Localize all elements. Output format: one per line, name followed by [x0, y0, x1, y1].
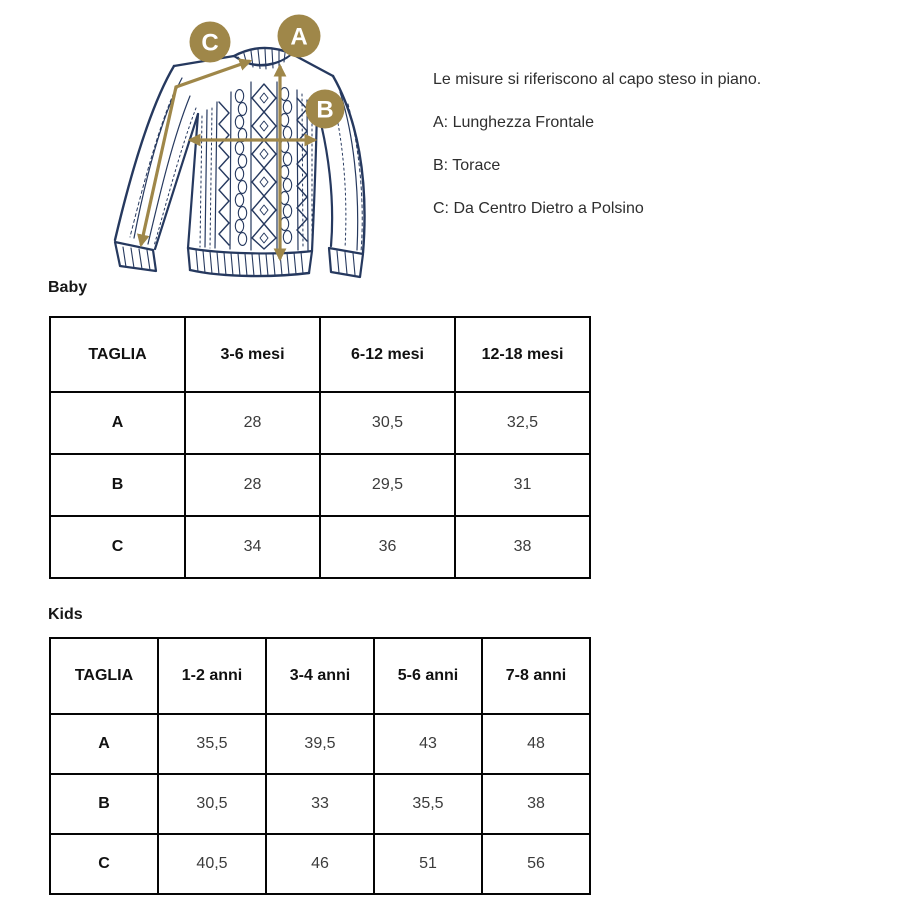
column-header: 5-6 anni	[374, 638, 482, 714]
baby-section-title: Baby	[48, 279, 88, 296]
column-header: 12-18 mesi	[455, 317, 590, 392]
size-value-cell: 38	[482, 774, 590, 834]
marker-badges	[190, 15, 345, 129]
column-header: 7-8 anni	[482, 638, 590, 714]
table-row	[50, 392, 590, 454]
measure-line-a: A: Lunghezza Frontale	[433, 114, 594, 131]
size-value-cell: 30,5	[320, 392, 455, 454]
column-header: 3-4 anni	[266, 638, 374, 714]
marker-a-letter: A	[290, 23, 308, 51]
column-header: 1-2 anni	[158, 638, 266, 714]
row-label: B	[50, 774, 158, 834]
table-row	[50, 454, 590, 516]
size-value-cell: 30,5	[158, 774, 266, 834]
size-value-cell: 56	[482, 834, 590, 894]
size-value-cell: 48	[482, 714, 590, 774]
size-value-cell: 28	[185, 454, 320, 516]
size-value-cell: 28	[185, 392, 320, 454]
table-row	[50, 714, 590, 774]
column-header: TAGLIA	[50, 638, 158, 714]
size-value-cell: 39,5	[266, 714, 374, 774]
measure-arrows	[141, 61, 315, 259]
size-value-cell: 34	[185, 516, 320, 578]
row-label: C	[50, 834, 158, 894]
row-label: B	[50, 454, 185, 516]
marker-c-letter: C	[201, 29, 219, 57]
header-row	[50, 317, 590, 392]
sweater-lineart	[115, 48, 365, 277]
column-header: TAGLIA	[50, 317, 185, 392]
header-row	[50, 638, 590, 714]
size-value-cell: 51	[374, 834, 482, 894]
size-value-cell: 46	[266, 834, 374, 894]
size-value-cell: 32,5	[455, 392, 590, 454]
baby-size-table	[49, 316, 591, 579]
measure-line-c: C: Da Centro Dietro a Polsino	[433, 200, 644, 217]
table-row	[50, 834, 590, 894]
measure-line-b: B: Torace	[433, 157, 501, 174]
kids-section-title: Kids	[48, 606, 83, 623]
marker-b-letter: B	[316, 96, 334, 124]
size-value-cell: 36	[320, 516, 455, 578]
size-value-cell: 35,5	[374, 774, 482, 834]
sweater-illustration	[110, 8, 402, 292]
size-value-cell: 33	[266, 774, 374, 834]
table-row	[50, 774, 590, 834]
size-value-cell: 40,5	[158, 834, 266, 894]
size-value-cell: 38	[455, 516, 590, 578]
row-label: A	[50, 714, 158, 774]
row-label: A	[50, 392, 185, 454]
row-label: C	[50, 516, 185, 578]
size-value-cell: 29,5	[320, 454, 455, 516]
size-value-cell: 43	[374, 714, 482, 774]
measure-intro: Le misure si riferiscono al capo steso in piano.	[433, 71, 762, 88]
size-value-cell: 35,5	[158, 714, 266, 774]
sweater-drawing	[110, 8, 402, 292]
column-header: 6-12 mesi	[320, 317, 455, 392]
column-header: 3-6 mesi	[185, 317, 320, 392]
kids-size-table	[49, 637, 591, 895]
measure-info	[433, 70, 833, 242]
table-row	[50, 516, 590, 578]
size-value-cell: 31	[455, 454, 590, 516]
